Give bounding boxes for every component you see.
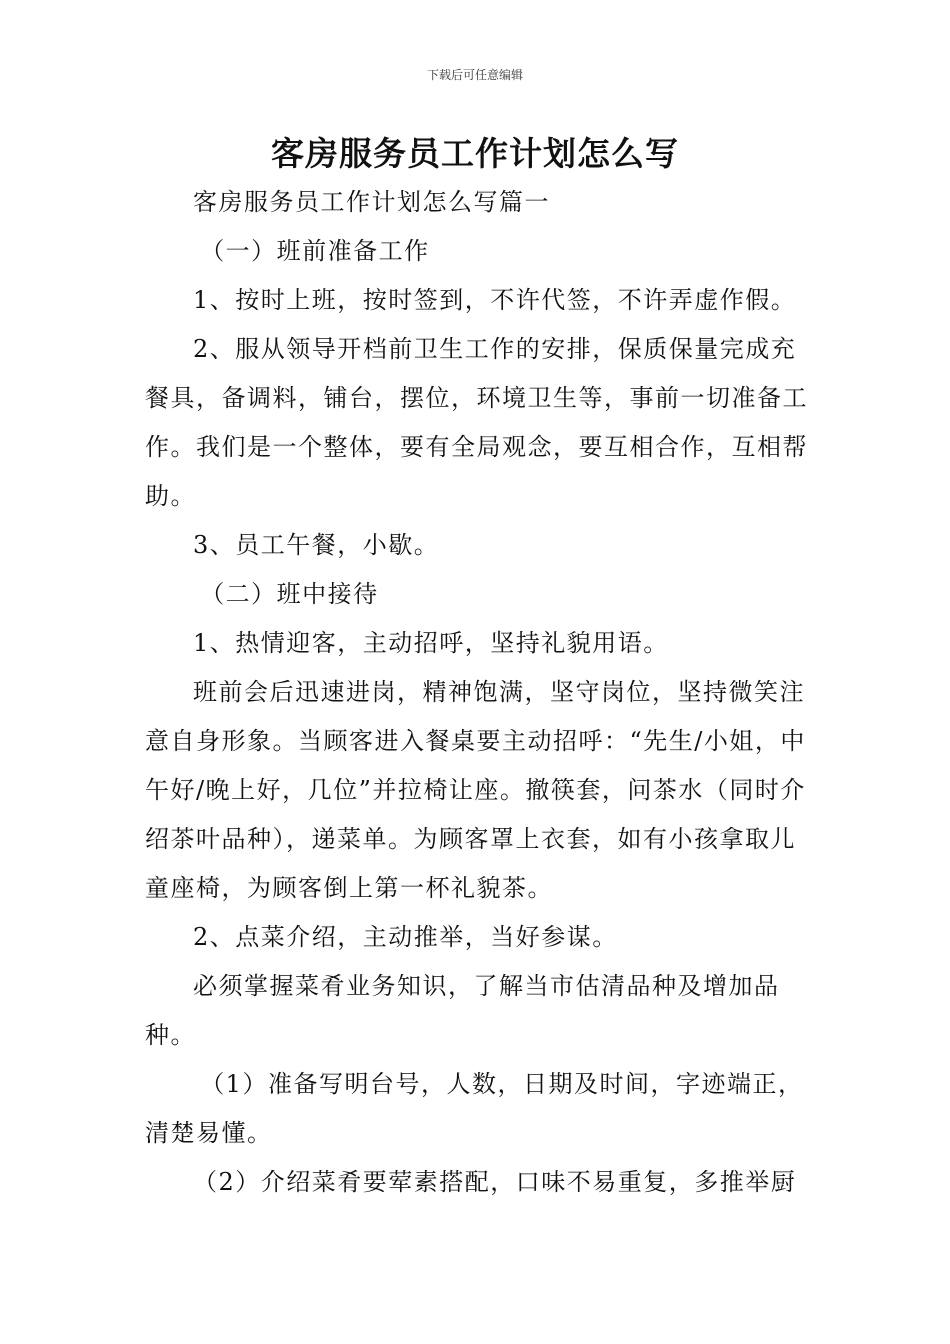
- paragraph-heading: 客房服务员工作计划怎么写篇一: [193, 188, 550, 216]
- paragraph: 1、热情迎客，主动招呼，坚持礼貌用语。: [193, 629, 669, 657]
- paragraph: 2、点菜介绍，主动推举，当好参谋。: [193, 923, 618, 951]
- paragraph: 1、按时上班，按时签到，不许代签，不许弄虚作假。: [193, 286, 797, 314]
- page-header-note: 下载后可任意编辑: [426, 68, 523, 82]
- document-title: 客房服务员工作计划怎么写: [271, 134, 679, 173]
- paragraph: 3、员工午餐，小歇。: [193, 531, 440, 559]
- section-heading-pre-shift: （一）班前准备工作: [200, 237, 430, 265]
- document-body: [145, 178, 815, 1207]
- paragraph: 班前会后迅速进岗，精神饱满，坚守岗位，坚持微笑注意自身形象。当顾客进入餐桌要主动招呼：“先生/小姐，中午好/晚上好，几位”并拉椅让座。撤筷套，问茶水（同时介绍茶叶品种），递菜单。为顾客罩上衣套，如有小孩拿取儿童座椅，为顾客倒上第一杯礼貌茶。: [145, 678, 806, 902]
- paragraph: 2、服从领导开档前卫生工作的安排，保质保量完成充餐具，备调料，铺台，摆位，环境卫生等，事前一切准备工作。我们是一个整体，要有全局观念，要互相合作，互相帮助。: [145, 335, 808, 510]
- paragraph-item: （1）准备写明台号，人数，日期及时间，字迹端正，清楚易懂。: [145, 1070, 804, 1147]
- paragraph-item: （2）介绍菜肴要荤素搭配，口味不易重复，多推举厨: [193, 1168, 797, 1196]
- section-heading-in-shift: （二）班中接待: [200, 580, 379, 608]
- paragraph: 必须掌握菜肴业务知识，了解当市估清品种及增加品种。: [145, 972, 780, 1049]
